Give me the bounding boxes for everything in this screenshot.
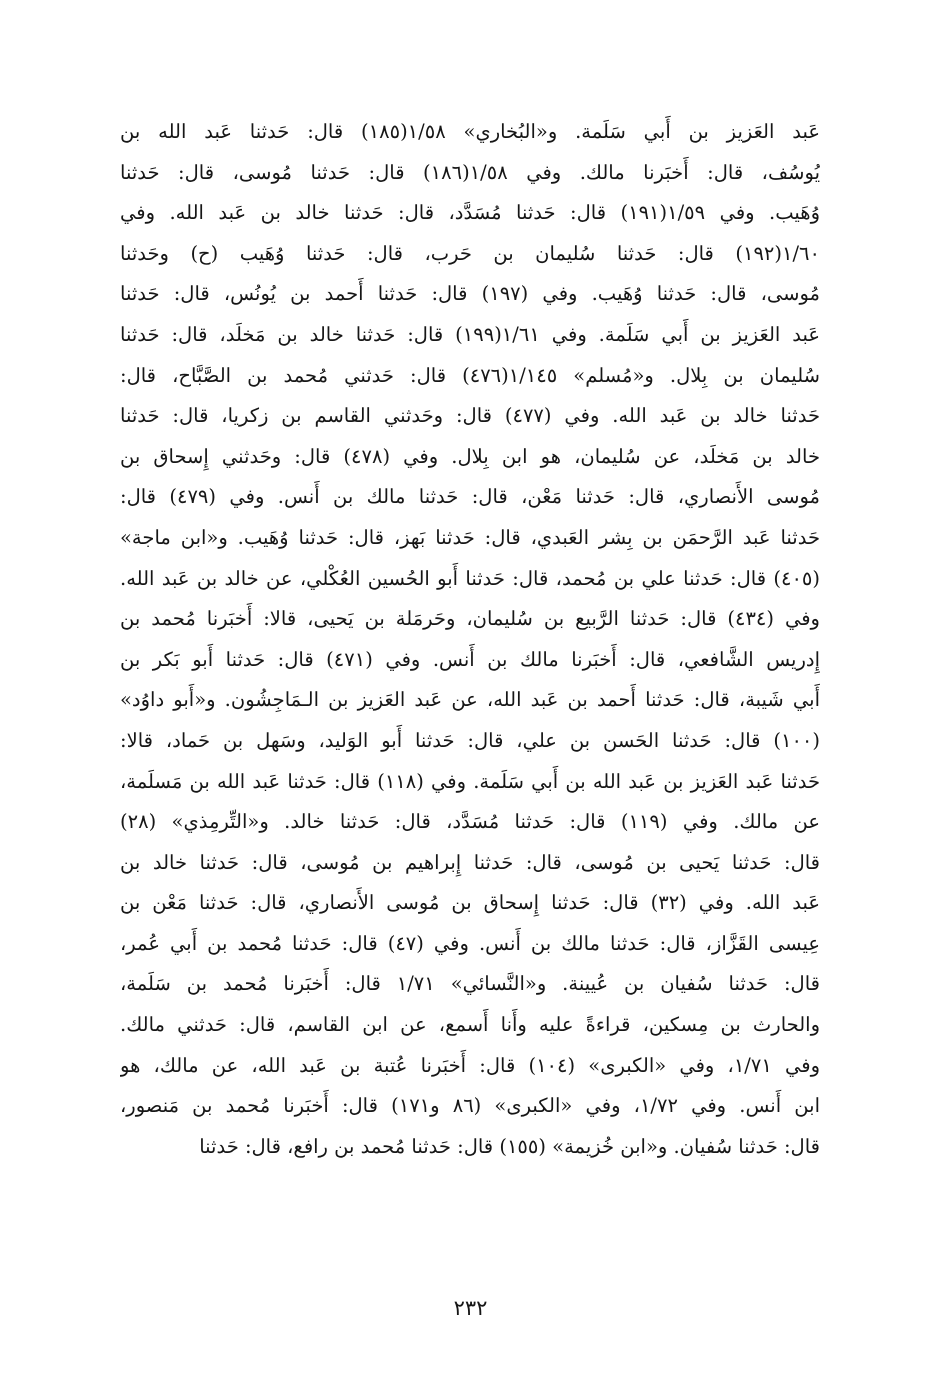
text-line: قال: حَدثنا سُفيان. و«ابن خُزيمة» (١٥٥) قال: حَدثنا مُحمد بن رافع، قال: حَدثنا <box>199 1134 820 1158</box>
text-line: خالد بن مَخلَد، عن سُليمان، هو ابن بِلال. وفي (٤٧٨) قال: وحَدثني إِسحاق بن <box>120 444 820 468</box>
text-line: سُليمان بن بِلال. و«مُسلم» ١/١٤٥(٤٧٦) قال: حَدثني مُحمد بن الصَّبَّاح، قال: <box>120 363 820 387</box>
text-line: عَبد الله. وفي (٣٢) قال: حَدثنا إِسحاق بن مُوسى الأَنصاري، قال: حَدثنا مَعْن بن <box>120 891 820 915</box>
text-line: حَدثنا خالد بن عَبد الله. وفي (٤٧٧) قال: وحَدثني القاسم بن زكريا، قال: حَدثنا <box>120 404 820 428</box>
text-line: مُوسى، قال: حَدثنا وُهَيب. وفي (١٩٧) قال: حَدثنا أَحمد بن يُونُس، قال: حَدثنا <box>120 282 820 306</box>
text-line: قال: حَدثنا يَحيى بن مُوسى، قال: حَدثنا إِبراهيم بن مُوسى، قال: حَدثنا خالد بن <box>120 850 820 874</box>
text-line: عَبد العَزيز بن أَبي سَلَمة. و«البُخاري» ١/٥٨(١٨٥) قال: حَدثنا عَبد الله بن <box>120 120 820 143</box>
text-line: عِيسى القَزَّاز، قال: حَدثنا مالك بن أَنس. وفي (٤٧) قال: حَدثنا مُحمد بن أَبي عُمر، <box>120 931 820 955</box>
text-line: عَبد العَزيز بن أَبي سَلَمة. وفي ١/٦١(١٩٩) قال: حَدثنا خالد بن مَخلَد، قال: حَدثنا <box>120 322 820 346</box>
body-text <box>120 112 820 1167</box>
text-line: يُوسُف، قال: أَخبَرنا مالك. وفي ١/٥٨(١٨٦) قال: حَدثنا مُوسى، قال: حَدثنا <box>120 160 820 184</box>
text-line: (٤٠٥) قال: حَدثنا علي بن مُحمد، قال: حَدثنا أَبو الحُسين العُكْلي، عن خالد بن عَبد الله. <box>120 566 820 590</box>
text-line: مُوسى الأَنصاري، قال: حَدثنا مَعْن، قال: حَدثنا مالك بن أَنس. وفي (٤٧٩) قال: <box>120 485 820 509</box>
text-line: ابن أَنس. وفي ١/٧٢، وفي «الكبرى» (٨٦ و١٧١) قال: أَخبَرنا مُحمد بن مَنصور، <box>120 1094 820 1118</box>
text-line: أَبي شَيبة، قال: حَدثنا أَحمد بن عَبد الله، عن عَبد العَزيز بن الـمَاجِشُون. و«أَبو داوُد» <box>120 688 820 712</box>
text-line: وفي ١/٧١، وفي «الكبرى» (١٠٤) قال: أَخبَرنا عُتبة بن عَبد الله، عن مالك، هو <box>120 1053 820 1077</box>
text-line: عن مالك. وفي (١١٩) قال: حَدثنا مُسَدَّد، قال: حَدثنا خالد. و«التِّرمِذي» (٢٨) <box>120 810 820 834</box>
text-line: وُهَيب. وفي ١/٥٩(١٩١) قال: حَدثنا مُسَدَّد، قال: حَدثنا خالد بن عَبد الله. وفي <box>120 201 820 225</box>
text-line: قال: حَدثنا سُفيان بن عُيينة. و«النَّسائي» ١/٧١ قال: أَخبَرنا مُحمد بن سَلَمة، <box>120 972 820 996</box>
text-line: (١٠٠) قال: حَدثنا الحَسن بن علي، قال: حَدثنا أَبو الوَليد، وسَهل بن حَماد، قالا: <box>120 728 820 752</box>
page-number: ٢٣٢ <box>453 1296 488 1320</box>
text-line: حَدثنا عَبد الرَّحمَن بن بِشر العَبدي، قال: حَدثنا بَهز، قال: حَدثنا وُهَيب. و«ابن ماجة» <box>120 525 820 549</box>
text-line: ١/٦٠(١٩٢) قال: حَدثنا سُليمان بن حَرب، قال: حَدثنا وُهَيب (ح) وحَدثنا <box>120 241 820 265</box>
text-line: إِدريس الشَّافعي، قال: أَخبَرنا مالك بن أَنس. وفي (٤٧١) قال: حَدثنا أَبو بَكر بن <box>120 647 820 671</box>
text-line: وفي (٤٣٤) قال: حَدثنا الرَّبيع بن سُليمان، وحَرمَلة بن يَحيى، قالا: أَخبَرنا مُحمد بن <box>120 607 820 631</box>
text-line: والحارث بن مِسكين، قراءةً عليه وأَنا أَسمع، عن ابن القاسم، قال: حَدثني مالك. <box>120 1013 820 1037</box>
text-line: حَدثنا عَبد العَزيز بن عَبد الله بن أَبي سَلَمة. وفي (١١٨) قال: حَدثنا عَبد الله بن مَسلَمة، <box>120 769 820 793</box>
